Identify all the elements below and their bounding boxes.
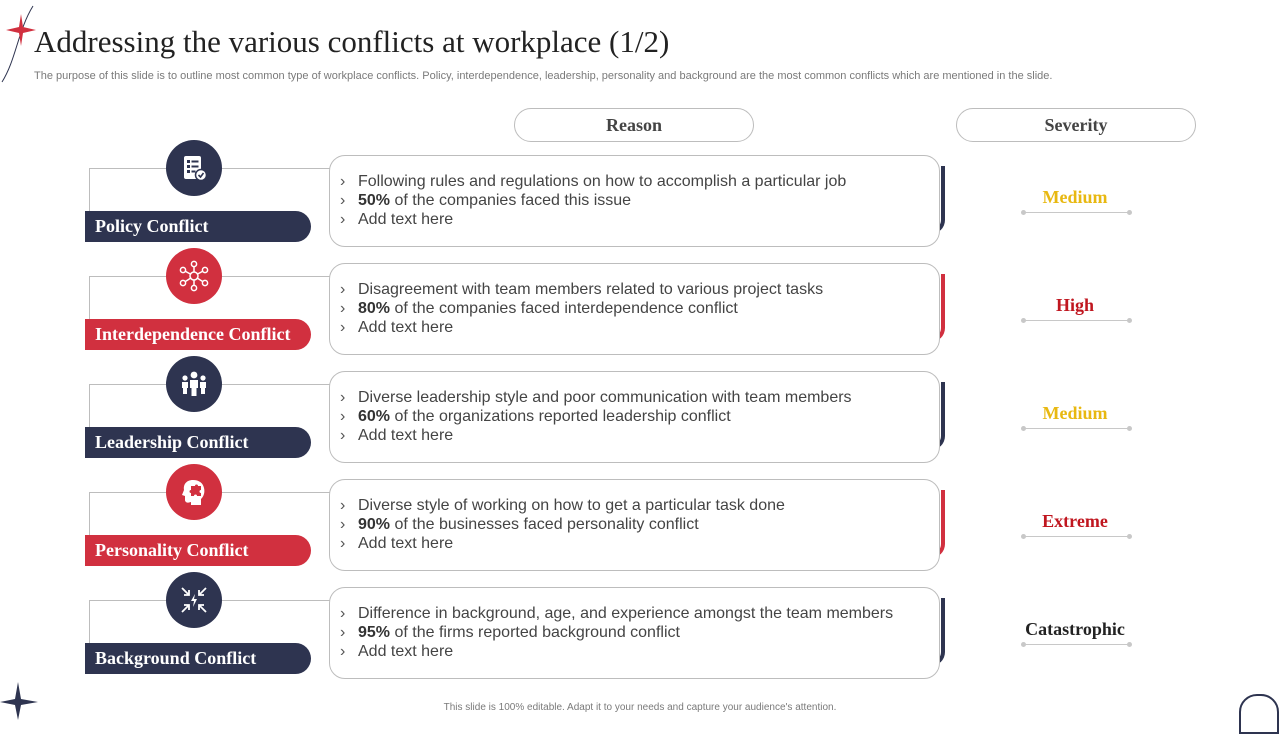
severity-column-header: Severity (956, 108, 1196, 142)
conflict-label: Leadership Conflict (85, 427, 311, 458)
reason-bullet: › 80% of the companies faced interdependence conflict (340, 300, 738, 317)
reason-bullet: › Diverse style of working on how to get a particular task done (340, 497, 785, 514)
reason-box (329, 479, 940, 571)
severity-value: High (1055, 295, 1094, 315)
page-title: Addressing the various conflicts at workplace (1/2) (34, 24, 670, 59)
conflict-row-background (0, 572, 1280, 680)
page-subtitle: The purpose of this slide is to outline most common type of workplace conflicts. Policy, interdependence, leadership, personality and background are the most common conflicts which are mentioned in the slide. (34, 70, 1053, 82)
conflict-label: Personality Conflict (85, 535, 311, 566)
conflict-row-leadership (0, 356, 1280, 464)
severity-underline (1023, 320, 1130, 321)
checklist-icon (179, 153, 209, 183)
navy-star-decoration-icon (0, 682, 40, 720)
severity-value: Medium (1042, 187, 1108, 207)
reason-bullet: › Add text here (340, 535, 454, 552)
reason-bullet: › Add text here (340, 211, 454, 228)
reason-box (329, 263, 940, 355)
icon-circle (166, 140, 222, 196)
reason-bullet: › Following rules and regulations on how to accomplish a particular job (340, 173, 847, 190)
reason-bullet: › 90% of the businesses faced personality conflict (340, 516, 699, 533)
severity-underline (1023, 536, 1130, 537)
corner-tab-decoration (1239, 694, 1279, 734)
reason-bullet: › Disagreement with team members related to various project tasks (340, 281, 824, 298)
reason-box (329, 587, 940, 679)
severity-value: Extreme (1042, 511, 1108, 531)
severity-underline (1023, 644, 1130, 645)
network-icon (177, 259, 211, 293)
head-puzzle-icon (179, 477, 209, 507)
reason-box (329, 155, 940, 247)
conflict-row-interdependence (0, 248, 1280, 356)
severity-value: Catastrophic (1025, 619, 1125, 639)
icon-circle (166, 248, 222, 304)
reason-bullet: › Add text here (340, 319, 454, 336)
icon-circle (166, 464, 222, 520)
conflict-label: Interdependence Conflict (85, 319, 311, 350)
severity-underline (1023, 212, 1130, 213)
icon-circle (166, 356, 222, 412)
severity-value: Medium (1042, 403, 1108, 423)
reason-column-header: Reason (514, 108, 754, 142)
severity-underline (1023, 428, 1130, 429)
reason-box (329, 371, 940, 463)
reason-bullet: › 95% of the firms reported background conflict (340, 624, 680, 641)
reason-bullet: › 50% of the companies faced this issue (340, 192, 632, 209)
arrows-in-icon (178, 584, 210, 616)
conflict-row-policy (0, 140, 1280, 248)
icon-circle (166, 572, 222, 628)
reason-bullet: › Add text here (340, 427, 454, 444)
reason-bullet: › Diverse leadership style and poor communication with team members (340, 389, 852, 406)
reason-bullet: › 60% of the organizations reported leadership conflict (340, 408, 731, 425)
conflict-row-personality (0, 464, 1280, 572)
footer-note: This slide is 100% editable. Adapt it to your needs and capture your audience's attention. (443, 702, 837, 713)
conflict-label: Background Conflict (85, 643, 311, 674)
reason-bullet: › Difference in background, age, and experience amongst the team members (340, 605, 894, 622)
team-leader-icon (178, 368, 210, 400)
reason-bullet: › Add text here (340, 643, 454, 660)
conflict-label: Policy Conflict (85, 211, 311, 242)
